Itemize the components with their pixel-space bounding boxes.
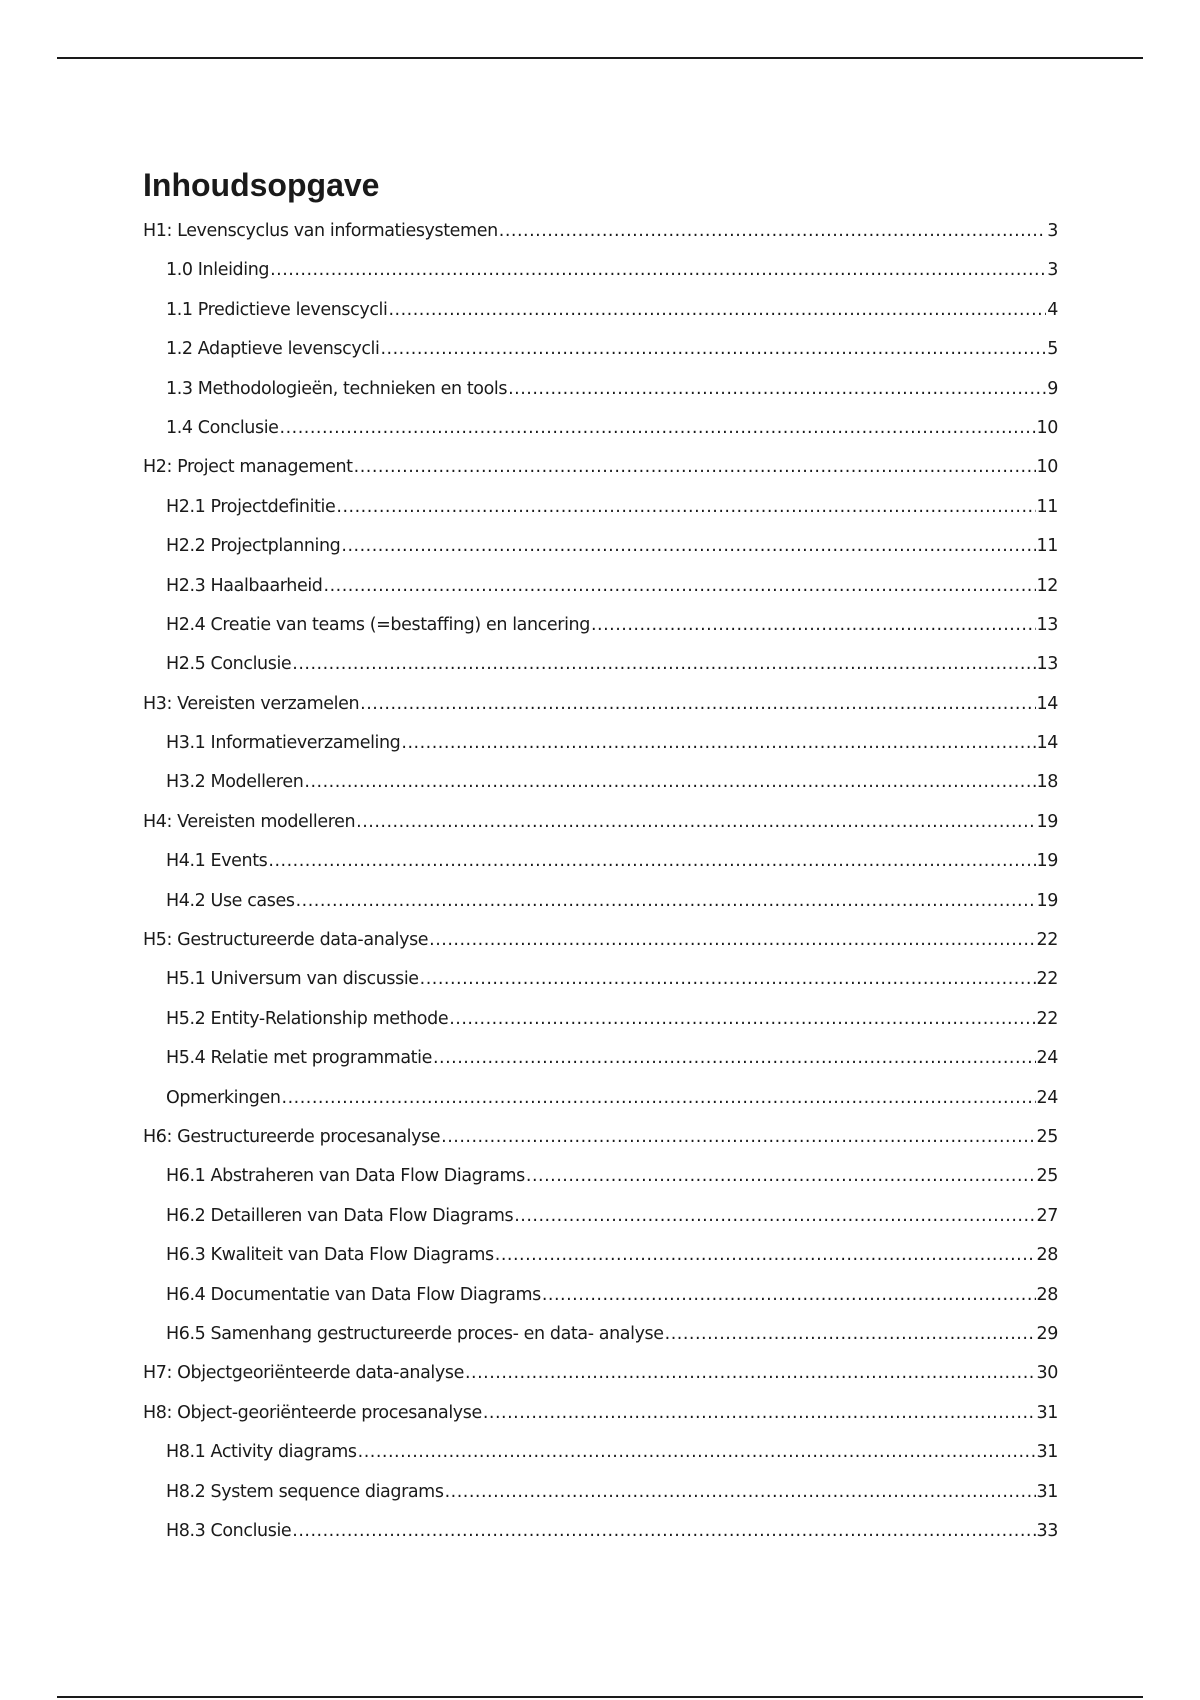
table-of-contents bbox=[143, 216, 1058, 1555]
toc-entry-label: H2: Project management bbox=[143, 457, 353, 478]
toc-section-entry[interactable] bbox=[143, 649, 1058, 688]
toc-section-entry[interactable] bbox=[143, 1437, 1058, 1476]
toc-entry-label: H6.1 Abstraheren van Data Flow Diagrams bbox=[166, 1166, 525, 1187]
toc-dot-leader bbox=[304, 767, 1035, 797]
toc-page-number: 19 bbox=[1036, 890, 1058, 911]
toc-page-number: 14 bbox=[1036, 693, 1058, 714]
toc-entry-label: H8.1 Activity diagrams bbox=[166, 1442, 357, 1463]
toc-entry-label: H4: Vereisten modelleren bbox=[143, 811, 356, 832]
toc-page-number: 31 bbox=[1036, 1402, 1058, 1423]
toc-entry-label: Opmerkingen bbox=[166, 1087, 281, 1108]
toc-entry-label: H2.4 Creatie van teams (=bestaffing) en lancering bbox=[166, 614, 590, 635]
toc-page-number: 25 bbox=[1036, 1126, 1058, 1147]
toc-page-number: 11 bbox=[1036, 496, 1058, 517]
toc-page-number: 19 bbox=[1036, 811, 1058, 832]
toc-entry-label: H6.3 Kwaliteit van Data Flow Diagrams bbox=[166, 1245, 494, 1266]
toc-page-number: 30 bbox=[1036, 1363, 1058, 1384]
toc-entry-label: 1.0 Inleiding bbox=[166, 260, 270, 281]
toc-page-number: 24 bbox=[1036, 1087, 1058, 1108]
toc-entry-label: H8: Object-georiënteerde procesanalyse bbox=[143, 1402, 482, 1423]
toc-page-number: 10 bbox=[1036, 417, 1058, 438]
toc-section-entry[interactable] bbox=[143, 1516, 1058, 1555]
toc-page-number: 4 bbox=[1047, 299, 1058, 320]
toc-dot-leader bbox=[401, 728, 1035, 758]
toc-dot-leader bbox=[358, 1437, 1036, 1467]
toc-dot-leader bbox=[292, 649, 1035, 679]
toc-dot-leader bbox=[296, 886, 1036, 916]
toc-entry-label: H3.1 Informatieverzameling bbox=[166, 733, 401, 754]
toc-page-number: 3 bbox=[1047, 260, 1058, 281]
toc-entry-label: H5.2 Entity-Relationship methode bbox=[166, 1008, 449, 1029]
toc-section-entry[interactable] bbox=[143, 1161, 1058, 1200]
toc-page-number: 5 bbox=[1047, 339, 1058, 360]
toc-dot-leader bbox=[526, 1161, 1036, 1191]
toc-dot-leader bbox=[514, 1201, 1035, 1231]
toc-chapter-entry[interactable] bbox=[143, 1358, 1058, 1397]
toc-section-entry[interactable] bbox=[143, 374, 1058, 413]
toc-section-entry[interactable] bbox=[143, 492, 1058, 531]
toc-page-number: 13 bbox=[1036, 654, 1058, 675]
toc-page-number: 29 bbox=[1036, 1323, 1058, 1344]
toc-dot-leader bbox=[354, 452, 1036, 482]
toc-entry-label: H8.2 System sequence diagrams bbox=[166, 1481, 444, 1502]
toc-page-number: 13 bbox=[1036, 614, 1058, 635]
toc-dot-leader bbox=[270, 255, 1046, 285]
toc-section-entry[interactable] bbox=[143, 1477, 1058, 1516]
toc-entry-label: H6.5 Samenhang gestructureerde proces- en data- analyse bbox=[166, 1323, 664, 1344]
toc-dot-leader bbox=[542, 1280, 1036, 1310]
toc-section-entry[interactable] bbox=[143, 1083, 1058, 1122]
toc-entry-label: 1.2 Adaptieve levenscycli bbox=[166, 339, 380, 360]
toc-section-entry[interactable] bbox=[143, 1201, 1058, 1240]
toc-page-number: 31 bbox=[1036, 1481, 1058, 1502]
toc-section-entry[interactable] bbox=[143, 964, 1058, 1003]
header-rule bbox=[57, 57, 1143, 59]
toc-entry-label: H3: Vereisten verzamelen bbox=[143, 693, 360, 714]
toc-section-entry[interactable] bbox=[143, 571, 1058, 610]
toc-section-entry[interactable] bbox=[143, 1280, 1058, 1319]
toc-entry-label: 1.3 Methodologieën, technieken en tools bbox=[166, 378, 508, 399]
toc-entry-label: H2.1 Projectdefinitie bbox=[166, 496, 336, 517]
footer-rule bbox=[57, 1696, 1143, 1698]
toc-page-number: 11 bbox=[1036, 536, 1058, 557]
toc-section-entry[interactable] bbox=[143, 255, 1058, 294]
toc-page-number: 12 bbox=[1036, 575, 1058, 596]
toc-section-entry[interactable] bbox=[143, 886, 1058, 925]
toc-entry-label: H2.3 Haalbaarheid bbox=[166, 575, 323, 596]
toc-page-number: 22 bbox=[1036, 1008, 1058, 1029]
toc-dot-leader bbox=[499, 216, 1047, 246]
toc-page-number: 22 bbox=[1036, 930, 1058, 951]
toc-page-number: 9 bbox=[1047, 378, 1058, 399]
toc-entry-label: H6.2 Detailleren van Data Flow Diagrams bbox=[166, 1205, 514, 1226]
toc-section-entry[interactable] bbox=[143, 413, 1058, 452]
toc-dot-leader bbox=[268, 846, 1035, 876]
toc-dot-leader bbox=[495, 1240, 1036, 1270]
toc-section-entry[interactable] bbox=[143, 767, 1058, 806]
toc-entry-label: H2.5 Conclusie bbox=[166, 654, 292, 675]
toc-section-entry[interactable] bbox=[143, 1043, 1058, 1082]
toc-section-entry[interactable] bbox=[143, 1319, 1058, 1358]
toc-section-entry[interactable] bbox=[143, 846, 1058, 885]
toc-dot-leader bbox=[280, 413, 1036, 443]
toc-section-entry[interactable] bbox=[143, 531, 1058, 570]
toc-dot-leader bbox=[465, 1358, 1036, 1388]
toc-dot-leader bbox=[420, 964, 1036, 994]
toc-entry-label: H7: Objectgeoriënteerde data-analyse bbox=[143, 1363, 464, 1384]
toc-dot-leader bbox=[324, 571, 1036, 601]
toc-dot-leader bbox=[380, 334, 1046, 364]
toc-entry-label: H5.4 Relatie met programmatie bbox=[166, 1048, 432, 1069]
toc-section-entry[interactable] bbox=[143, 1004, 1058, 1043]
page-title: Inhoudsopgave bbox=[143, 167, 380, 203]
toc-dot-leader bbox=[388, 295, 1046, 325]
toc-section-entry[interactable] bbox=[143, 295, 1058, 334]
toc-page-number: 22 bbox=[1036, 969, 1058, 990]
toc-dot-leader bbox=[441, 1122, 1035, 1152]
toc-page-number: 18 bbox=[1036, 772, 1058, 793]
toc-chapter-entry[interactable] bbox=[143, 1398, 1058, 1437]
toc-section-entry[interactable] bbox=[143, 1240, 1058, 1279]
toc-entry-label: H4.1 Events bbox=[166, 851, 268, 872]
toc-chapter-entry[interactable] bbox=[143, 925, 1058, 964]
toc-entry-label: H2.2 Projectplanning bbox=[166, 536, 341, 557]
toc-entry-label: H5.1 Universum van discussie bbox=[166, 969, 419, 990]
toc-entry-label: H5: Gestructureerde data-analyse bbox=[143, 930, 429, 951]
toc-dot-leader bbox=[665, 1319, 1036, 1349]
toc-dot-leader bbox=[336, 492, 1035, 522]
toc-entry-label: 1.4 Conclusie bbox=[166, 417, 279, 438]
toc-dot-leader bbox=[429, 925, 1035, 955]
toc-dot-leader bbox=[360, 689, 1035, 719]
toc-section-entry[interactable] bbox=[143, 334, 1058, 373]
toc-entry-label: H6.4 Documentatie van Data Flow Diagrams bbox=[166, 1284, 541, 1305]
toc-entry-label: H3.2 Modelleren bbox=[166, 772, 304, 793]
toc-chapter-entry[interactable] bbox=[143, 807, 1058, 846]
toc-chapter-entry[interactable] bbox=[143, 1122, 1058, 1161]
toc-page-number: 33 bbox=[1036, 1520, 1058, 1541]
toc-dot-leader bbox=[449, 1004, 1035, 1034]
toc-page-number: 28 bbox=[1036, 1284, 1058, 1305]
toc-section-entry[interactable] bbox=[143, 610, 1058, 649]
toc-page-number: 3 bbox=[1047, 221, 1058, 241]
toc-chapter-entry[interactable] bbox=[143, 216, 1058, 255]
toc-dot-leader bbox=[445, 1477, 1036, 1507]
toc-dot-leader bbox=[591, 610, 1036, 640]
toc-dot-leader bbox=[433, 1043, 1036, 1073]
toc-entry-label: H8.3 Conclusie bbox=[166, 1520, 292, 1541]
toc-dot-leader bbox=[508, 374, 1046, 404]
toc-page-number: 14 bbox=[1036, 733, 1058, 754]
toc-page-number: 19 bbox=[1036, 851, 1058, 872]
toc-page-number: 27 bbox=[1036, 1205, 1058, 1226]
toc-page-number: 10 bbox=[1036, 457, 1058, 478]
toc-section-entry[interactable] bbox=[143, 728, 1058, 767]
toc-page-number: 24 bbox=[1036, 1048, 1058, 1069]
toc-dot-leader bbox=[483, 1398, 1036, 1428]
toc-chapter-entry[interactable] bbox=[143, 452, 1058, 491]
toc-entry-label: H4.2 Use cases bbox=[166, 890, 295, 911]
toc-chapter-entry[interactable] bbox=[143, 689, 1058, 728]
toc-page-number: 31 bbox=[1036, 1442, 1058, 1463]
toc-entry-label: H6: Gestructureerde procesanalyse bbox=[143, 1126, 441, 1147]
toc-entry-label: H1: Levenscyclus van informatiesystemen bbox=[143, 221, 498, 241]
toc-dot-leader bbox=[282, 1083, 1036, 1113]
toc-dot-leader bbox=[292, 1516, 1035, 1546]
toc-page-number: 25 bbox=[1036, 1166, 1058, 1187]
toc-page-number: 28 bbox=[1036, 1245, 1058, 1266]
toc-entry-label: 1.1 Predictieve levenscycli bbox=[166, 299, 388, 320]
toc-dot-leader bbox=[356, 807, 1035, 837]
toc-dot-leader bbox=[341, 531, 1035, 561]
